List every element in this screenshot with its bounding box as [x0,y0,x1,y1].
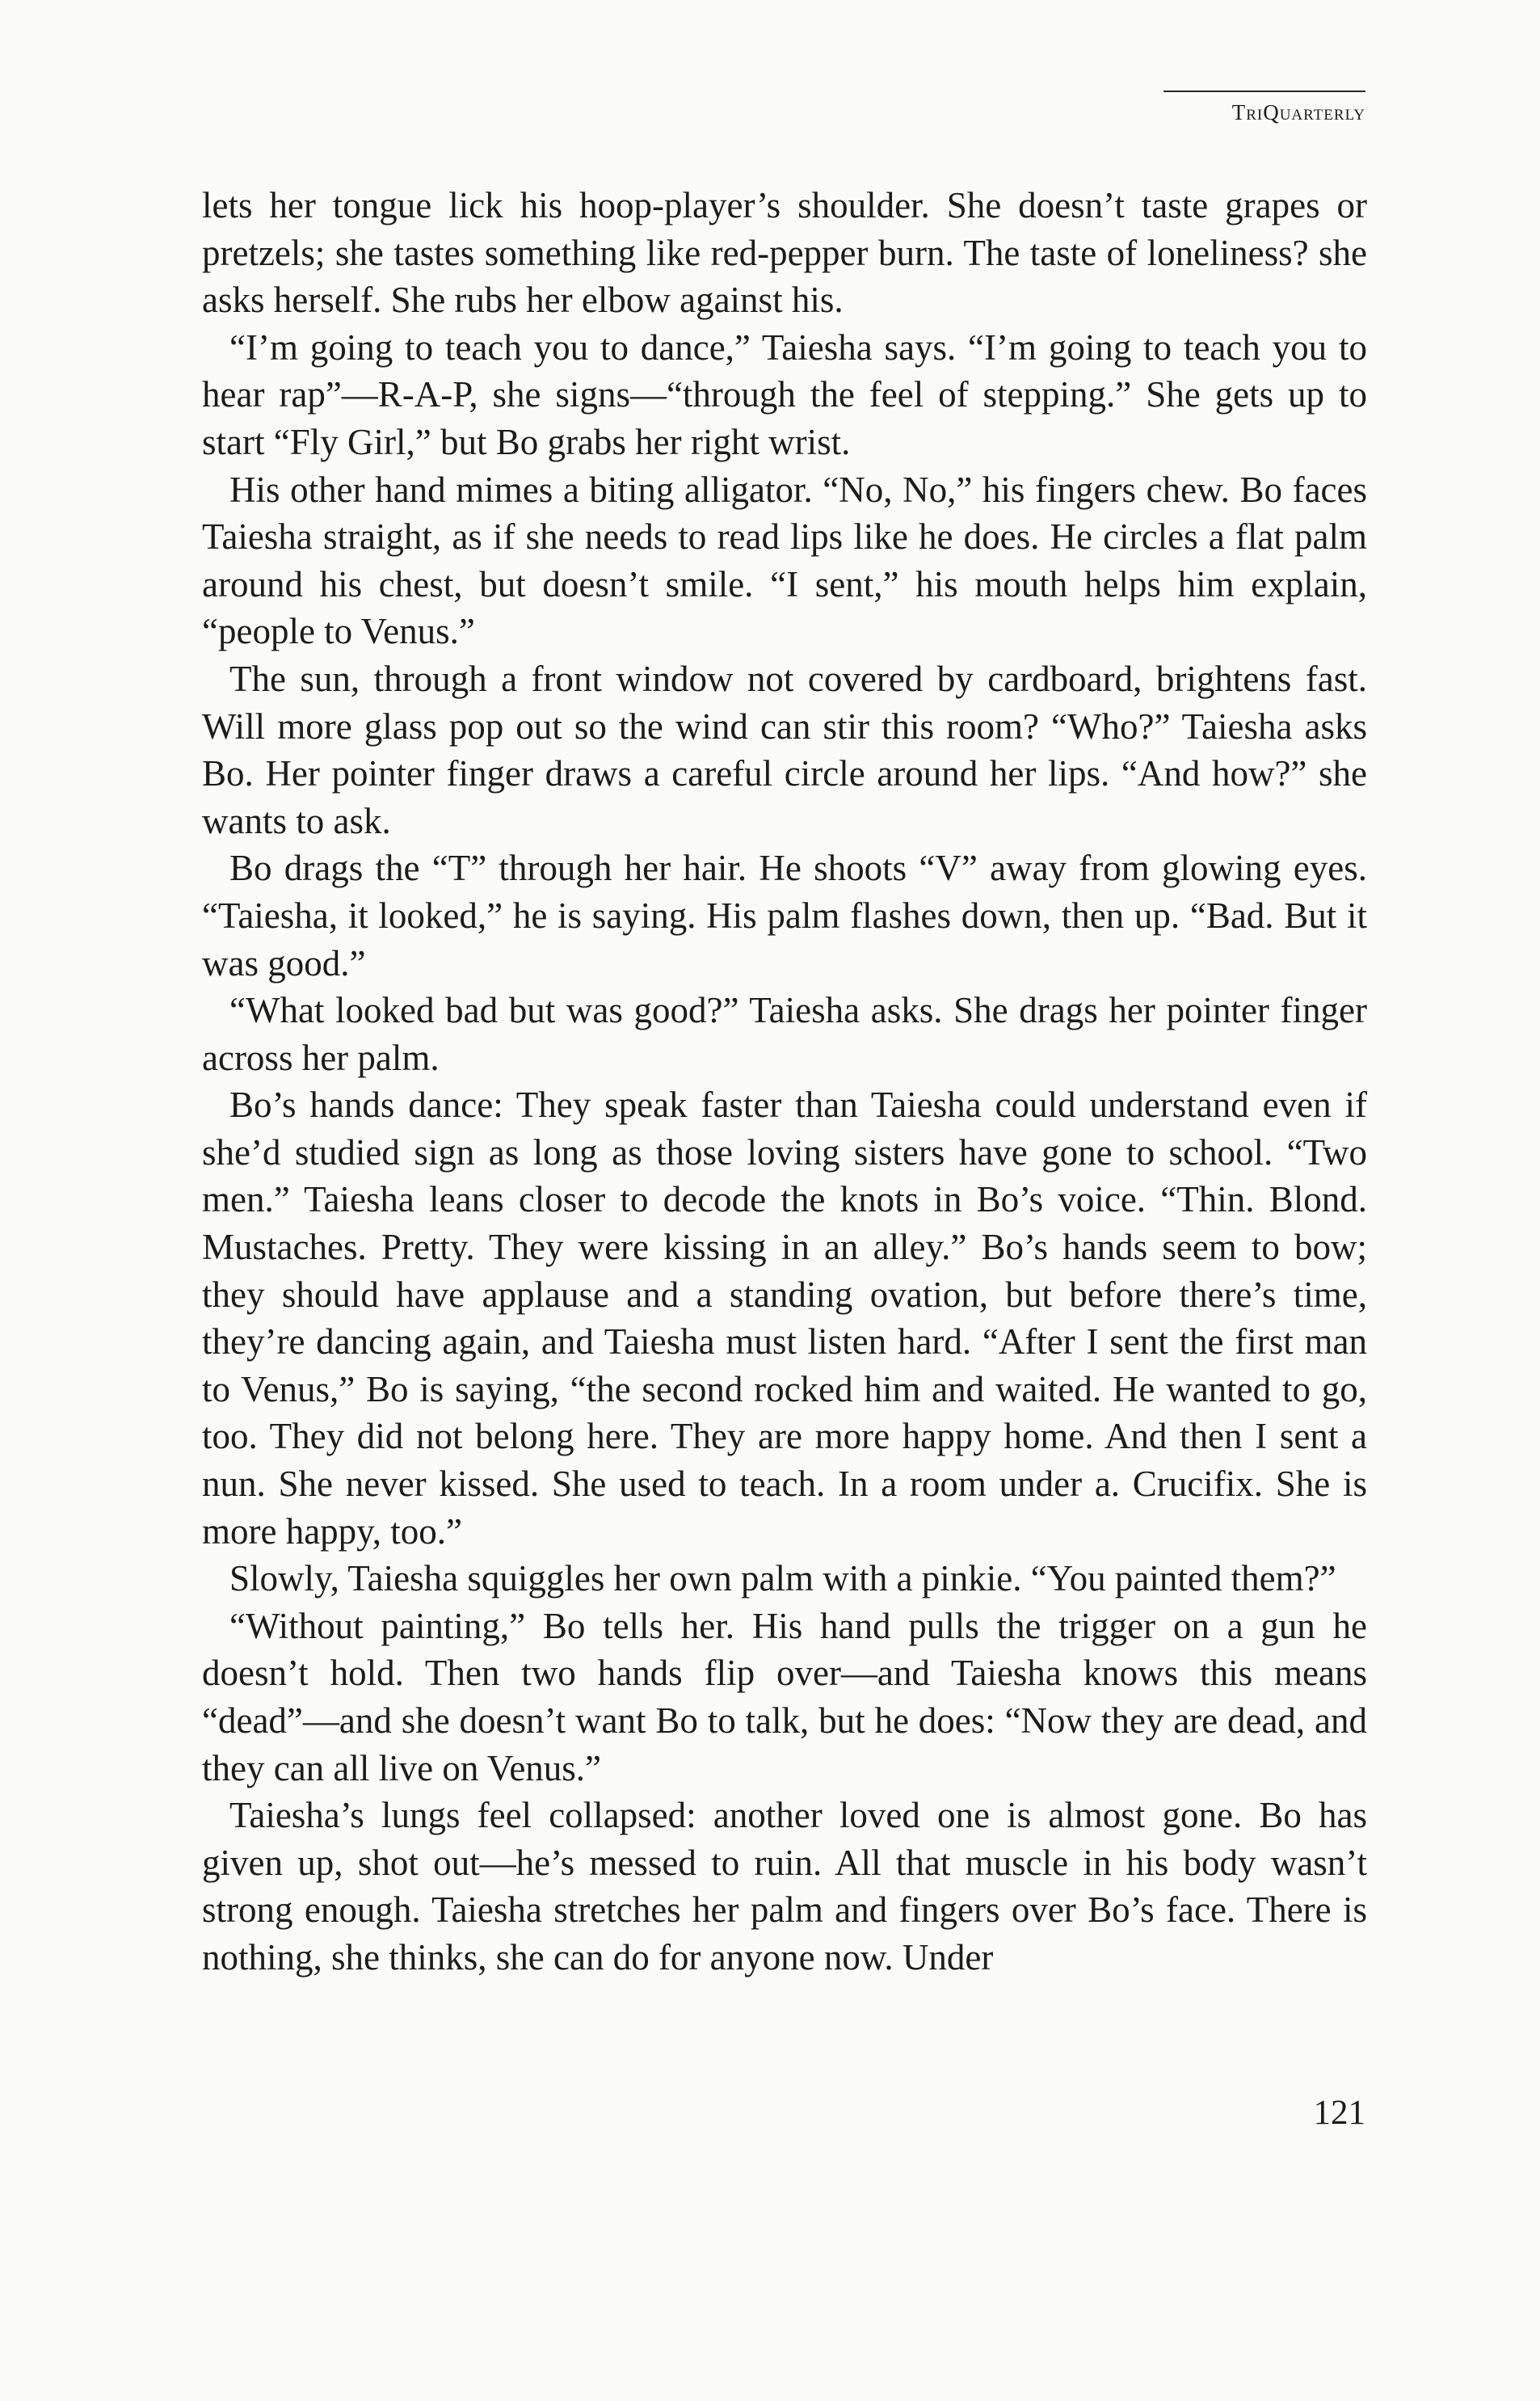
paragraph: lets her tongue lick his hoop-player’s shoulder. She doesn’t taste grapes or pretzels; she tastes something like red-pepper burn. The taste of loneliness? she asks herself. She rubs her elbow against his. [202,185,1367,321]
paragraph: Taiesha’s lungs feel collapsed: another loved one is almost gone. Bo has given up, shot out—he’s messed to ruin. All that muscle in his body wasn’t strong enough. Taiesha stretches her palm and fingers over Bo’s face. There is nothing, she thinks, she can do for anyone now. Under [202,1795,1367,1978]
paragraph: Bo’s hands dance: They speak faster than Taiesha could understand even if she’d studied sign as long as those loving sisters have gone to school. “Two men.” Taiesha leans closer to decode the knots in Bo’s voice. “Thin. Blond. Mustaches. Pretty. They were kissing in an alley.” Bo’s hands seem to bow; they should have applause and a standing ovation, but before there’s time, they’re dancing again, and Taiesha must listen hard. “After I sent the first man to Venus,” Bo is saying, “the second rocked him and waited. He wanted to go, too. They did not belong here. They are more happy home. And then I sent a nun. She never kissed. She used to teach. In a room under a. Crucifix. She is more happy, too.” [202,1085,1367,1552]
paragraph: The sun, through a front window not covered by cardboard, brightens fast. Will more glass pop out so the wind can stir this room? “Who?” Taiesha asks Bo. Her pointer finger draws a careful circle around her lips. “And how?” she wants to ask. [202,658,1367,841]
running-head: TriQuarterly [1231,100,1365,124]
paragraph: Slowly, Taiesha squiggles her own palm with a pinkie. “You painted them?” [229,1558,1336,1599]
page-header [1163,91,1365,125]
paragraph: “I’m going to teach you to dance,” Taiesha says. “I’m going to teach you to hear rap”—R-A-P, she signs—“through the feel of stepping.” She gets up to start “Fly Girl,” but Bo grabs her right wrist. [202,326,1367,462]
page-number: 121 [1313,2094,1365,2132]
header-rule [1163,91,1365,92]
paragraph: His other hand mimes a biting alligator. “No, No,” his fingers chew. Bo faces Taiesha straight, as if she needs to read lips like he does. He circles a flat palm around his chest, but doesn’t smile. “I sent,” his mouth helps him explain, “people to Venus.” [202,469,1367,652]
paragraph: Bo drags the “T” through her hair. He shoots “V” away from glowing eyes. “Taiesha, it looked,” he is saying. His palm flashes down, then up. “Bad. But it was good.” [202,848,1367,984]
paragraph: “What looked bad but was good?” Taiesha asks. She drags her pointer finger across her palm. [202,990,1367,1078]
body-text [202,182,1367,1982]
paragraph: “Without painting,” Bo tells her. His hand pulls the trigger on a gun he doesn’t hold. Then two hands flip over—and Taiesha knows this means “dead”—and she doesn’t want Bo to talk, but he does: “Now they are dead, and they can all live on Venus.” [202,1605,1367,1788]
